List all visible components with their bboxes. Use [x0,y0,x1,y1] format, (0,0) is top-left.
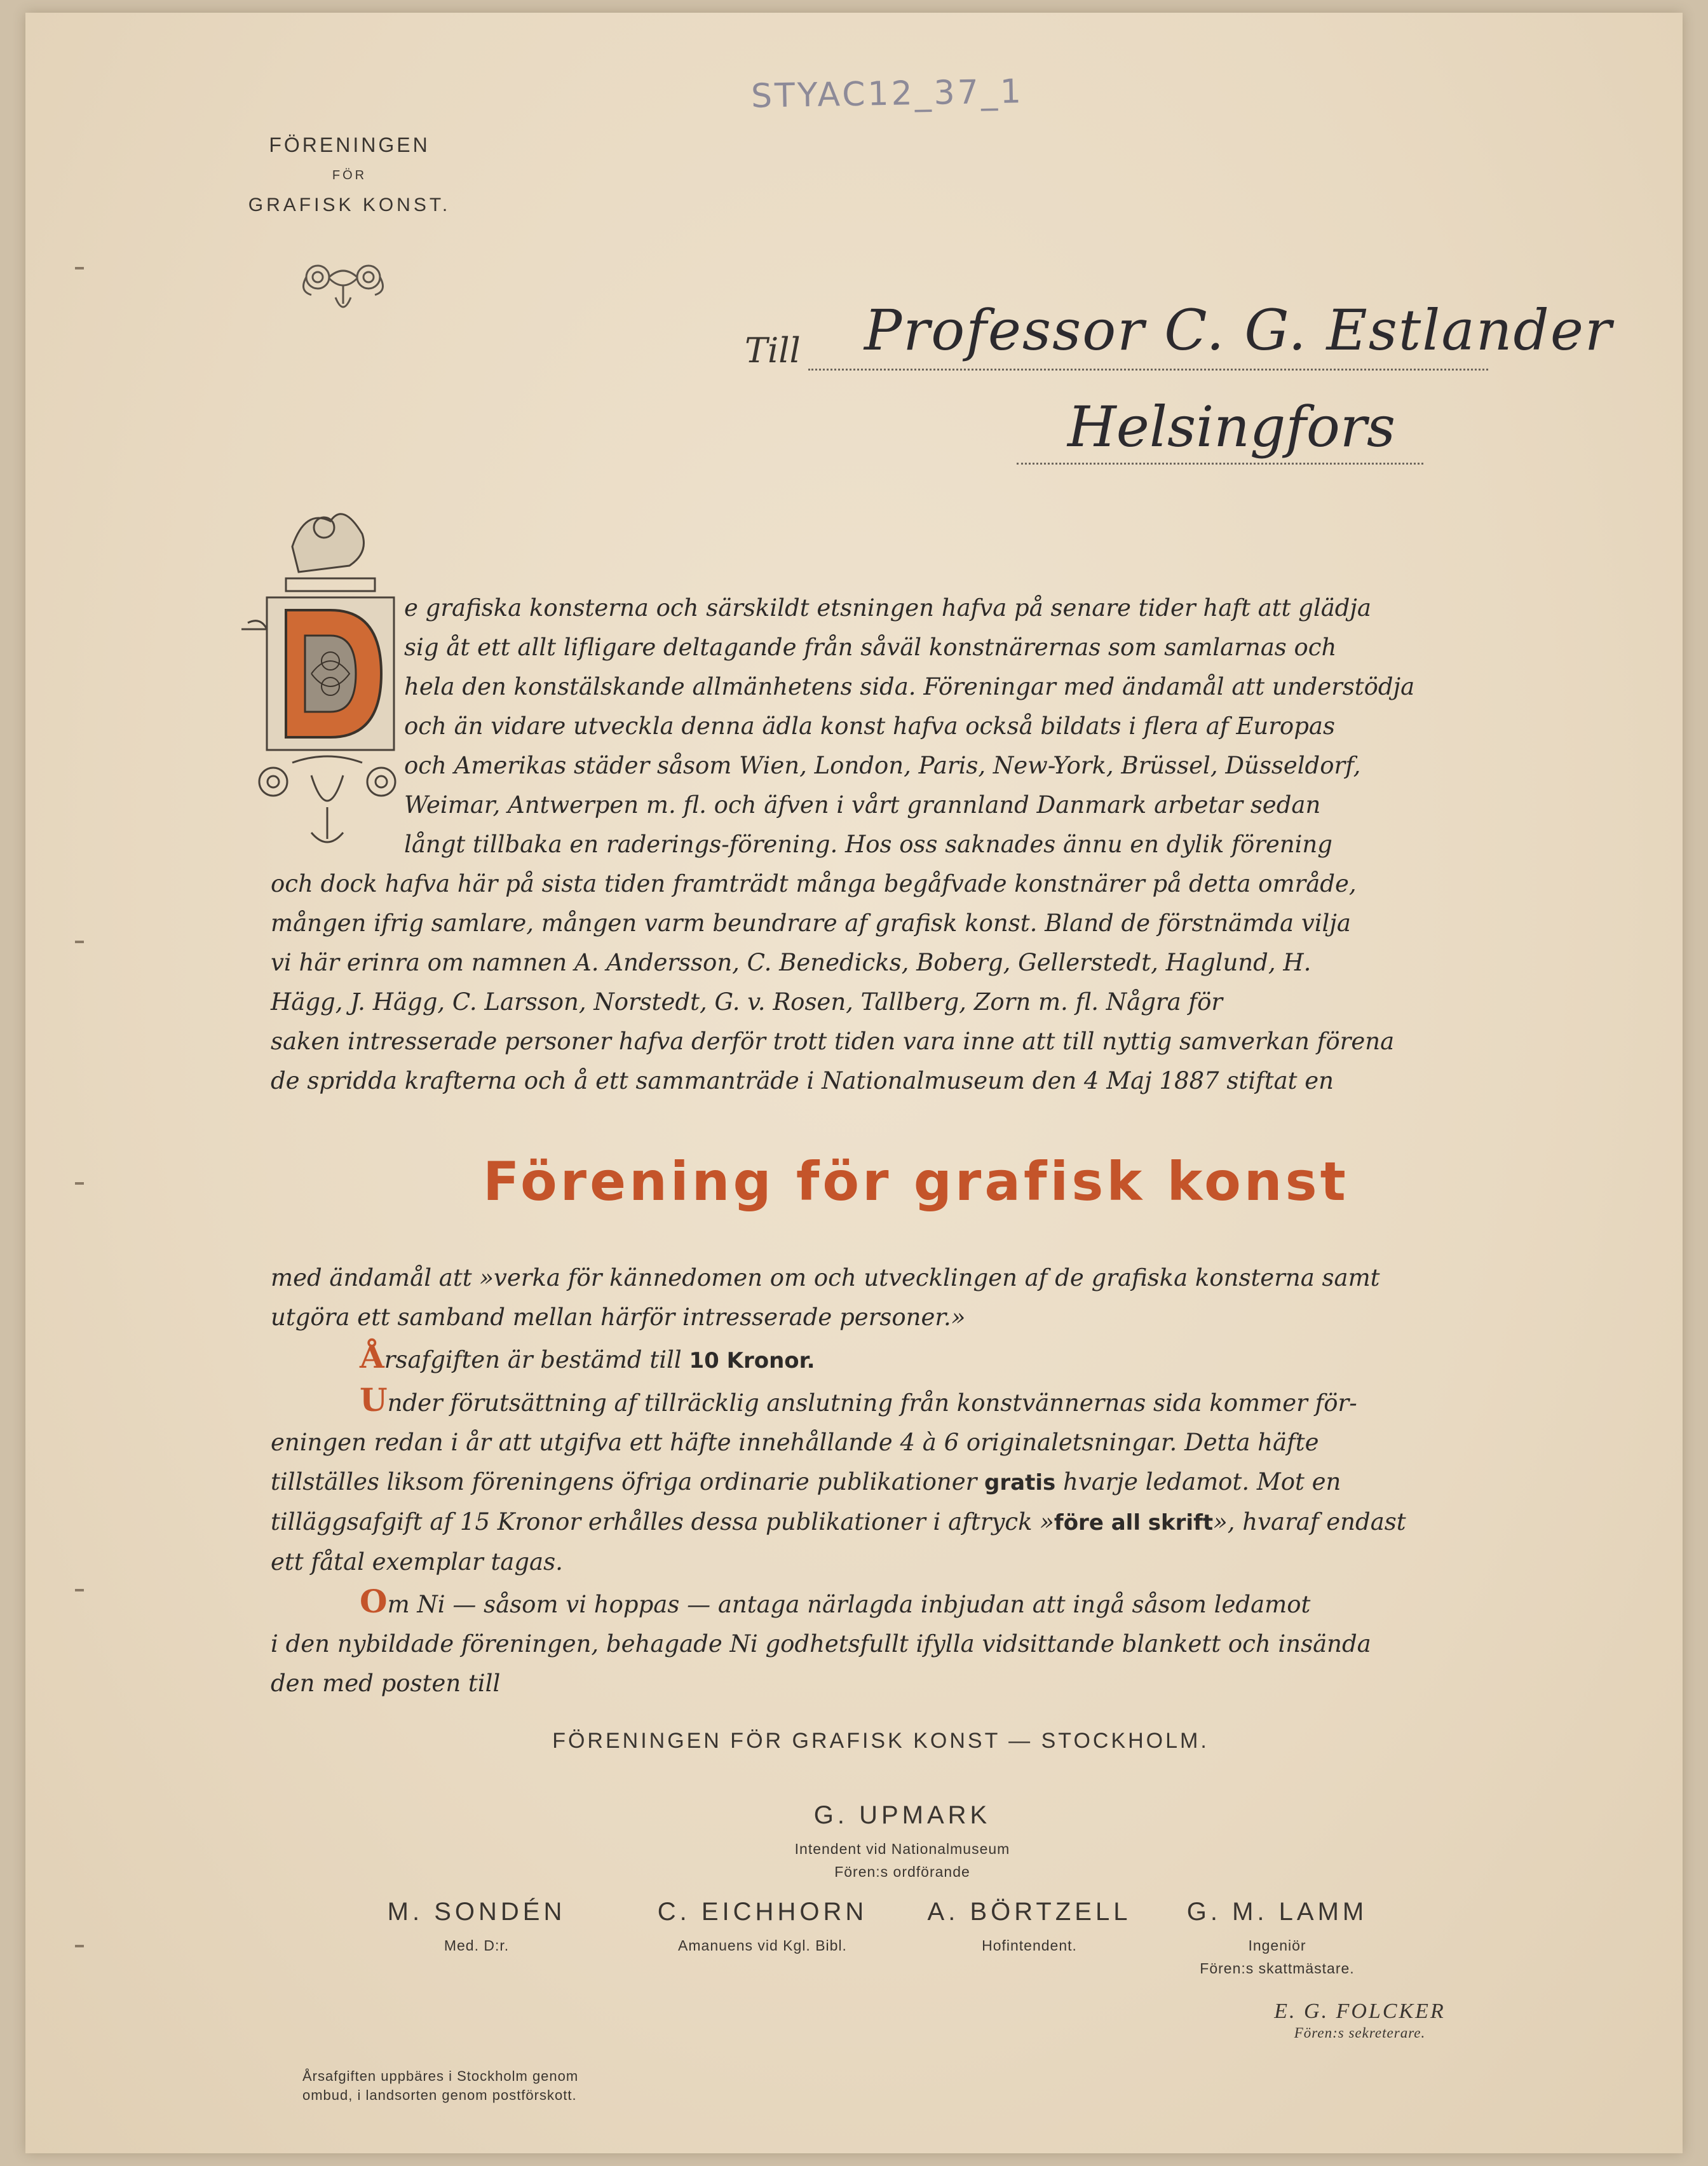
publication-line-3 [271,1462,1491,1502]
publication-text-4c: », hvaraf endast [1213,1508,1406,1536]
intro-line-11: Hägg, J. Hägg, C. Larsson, Norstedt, G. v. Rosen, Tallberg, Zorn m. fl. Några för [271,988,1223,1016]
intro-line-4: och än vidare utveckla denna ädla konst hafva också bildats i flera af Europas [404,712,1335,740]
letterhead-line-1: FÖRENINGEN [269,133,430,156]
member-role-2: Fören:s skattmästare. [1200,1960,1355,1977]
purpose-line-2: utgöra ett samband mellan härför intresserade personer.» [271,1304,966,1331]
fee-amount: 10 Kronor. [689,1348,815,1373]
invite-line-3: den med posten till [271,1670,501,1697]
letterhead-ornament-icon [292,259,394,326]
recipient-handwritten: Professor C. G. Estlander [864,297,1613,363]
society-letterhead [222,133,477,216]
city-handwritten: Helsingfors [1068,394,1396,460]
publication-line-1 [271,1380,1491,1423]
member-role: Med. D:r. [444,1937,510,1954]
invite-line-1 [271,1582,1491,1624]
intro-line-8: och dock hafva här på sista tiden framträdt många begåfvade konstnärer på detta område, [271,870,1357,897]
invite-text-1: m Ni — såsom vi hoppas — antaga närlagda inbjudan att ingå såsom ledamot [387,1591,1311,1618]
member-name: C. EICHHORN [657,1898,868,1926]
publication-text-4a: tilläggsafgift af 15 Kronor erhålles dessa publikationer i aftryck » [271,1508,1054,1536]
binding-mark [75,941,84,943]
city-dotted-line [1017,463,1423,465]
secretary-name: E. G. FOLCKER [1274,1999,1446,2023]
fee-text: rsafgiften är bestämd till [384,1346,689,1373]
publication-line-2: eningen redan i år att utgifva ett häfte innehållande 4 à 6 originaletsningar. Detta häfte [271,1429,1319,1456]
member-block [343,1898,610,1957]
member-block [597,1898,928,1957]
intro-line-7: långt tillbaka en raderings-förening. Hos oss saknades ännu en dylik förening [404,831,1332,858]
intro-line-5: och Amerikas städer såsom Wien, London, Paris, New-York, Brüssel, Düsseldorf, [404,752,1361,779]
intro-line-12: saken intresserade personer hafva derför trott tiden vara inne att till nyttig samverkan förena [271,1028,1395,1055]
gratis-emphasis: gratis [984,1470,1056,1495]
member-role: Hofintendent. [982,1937,1077,1954]
secretary-block [1220,1999,1500,2041]
letterhead-line-2: FÖR [332,168,367,182]
publication-line-5: ett fåtal exemplar tagas. [271,1548,563,1576]
intro-line-1: e grafiska konsterna och särskildt etsningen hafva på senare tider haft att glädja [404,594,1371,622]
document-sheet [25,13,1683,2153]
member-block [883,1898,1176,1957]
chairman-name: G. UPMARK [813,1801,991,1829]
member-role: Ingeniör [1248,1937,1306,1954]
letterhead-line-3: GRAFISK KONST. [248,194,451,215]
publication-line-4 [271,1502,1491,1543]
intro-line-2: sig åt ett allt lifligare deltagande från såväl konstnärernas som samlarnas och [404,634,1337,661]
binding-mark [75,1589,84,1591]
footnote-line-1: Årsafgiften uppbäres i Stockholm genom [302,2068,579,2084]
fee-footnote [302,2067,709,2105]
publication-text-3c: hvarje ledamot. Mot en [1055,1468,1341,1495]
publication-text-1: nder förutsättning af tillräcklig anslutning från konstvännernas sida kommer för- [387,1389,1357,1417]
purpose-line-1: med ändamål att »verka för kännedomen om och utvecklingen af de grafiska konsterna samt [271,1264,1380,1291]
fore-all-skrift-emphasis: före all skrift [1054,1510,1214,1536]
intro-line-10: vi här erinra om namnen A. Andersson, C. Benedicks, Boberg, Gellerstedt, Haglund, H. [271,949,1312,976]
society-title: Förening för grafisk konst [483,1150,1349,1213]
intro-line-9: mången ifrig samlare, mången varm beundrare af grafisk konst. Bland de förstnämda vilja [271,909,1351,937]
intro-paragraph [271,589,1491,1101]
binding-mark [75,267,84,269]
chairman-block [712,1801,1093,1883]
fee-line [271,1337,1491,1380]
archive-id-pencil-note: STYAC12_37_1 [750,72,1024,116]
footnote-line-2: ombud, i landsorten genom postförskott. [302,2087,577,2103]
chairman-role-1: Intendent vid Nationalmuseum [794,1841,1010,1857]
member-name: M. SONDÉN [387,1898,566,1926]
member-role: Amanuens vid Kgl. Bibl. [678,1937,847,1954]
intro-line-6: Weimar, Antwerpen m. fl. och äfven i vårt grannland Danmark arbetar sedan [404,791,1321,819]
invite-line-2: i den nybildade föreningen, behagade Ni godhetsfullt ifylla vidsittande blankett och insända [271,1630,1371,1658]
member-block [1144,1898,1411,1980]
intro-line-3: hela den konstälskande allmänhetens sida. Föreningar med ändamål att understödja [404,673,1415,700]
binding-mark [75,1182,84,1185]
member-name: A. BÖRTZELL [927,1898,1132,1926]
till-label: Till [745,330,801,371]
publication-text-3a: tillställes liksom föreningens öfriga ordinarie publikationer [271,1468,985,1495]
purpose-paragraph [271,1258,1491,1703]
fee-initial: Å [360,1338,384,1375]
publication-initial: U [360,1381,388,1419]
recipient-dotted-line [808,369,1488,371]
chairman-role-2: Fören:s ordförande [834,1863,970,1880]
secretary-role: Fören:s sekreterare. [1294,2025,1426,2041]
society-signature-line: FÖRENINGEN FÖR GRAFISK KONST — STOCKHOLM. [552,1729,1209,1753]
invite-initial: O [360,1583,388,1620]
member-name: G. M. LAMM [1186,1898,1368,1926]
binding-mark [75,1945,84,1947]
intro-line-13: de spridda krafterna och å ett sammanträde i Nationalmuseum den 4 Maj 1887 stiftat en [271,1067,1334,1094]
